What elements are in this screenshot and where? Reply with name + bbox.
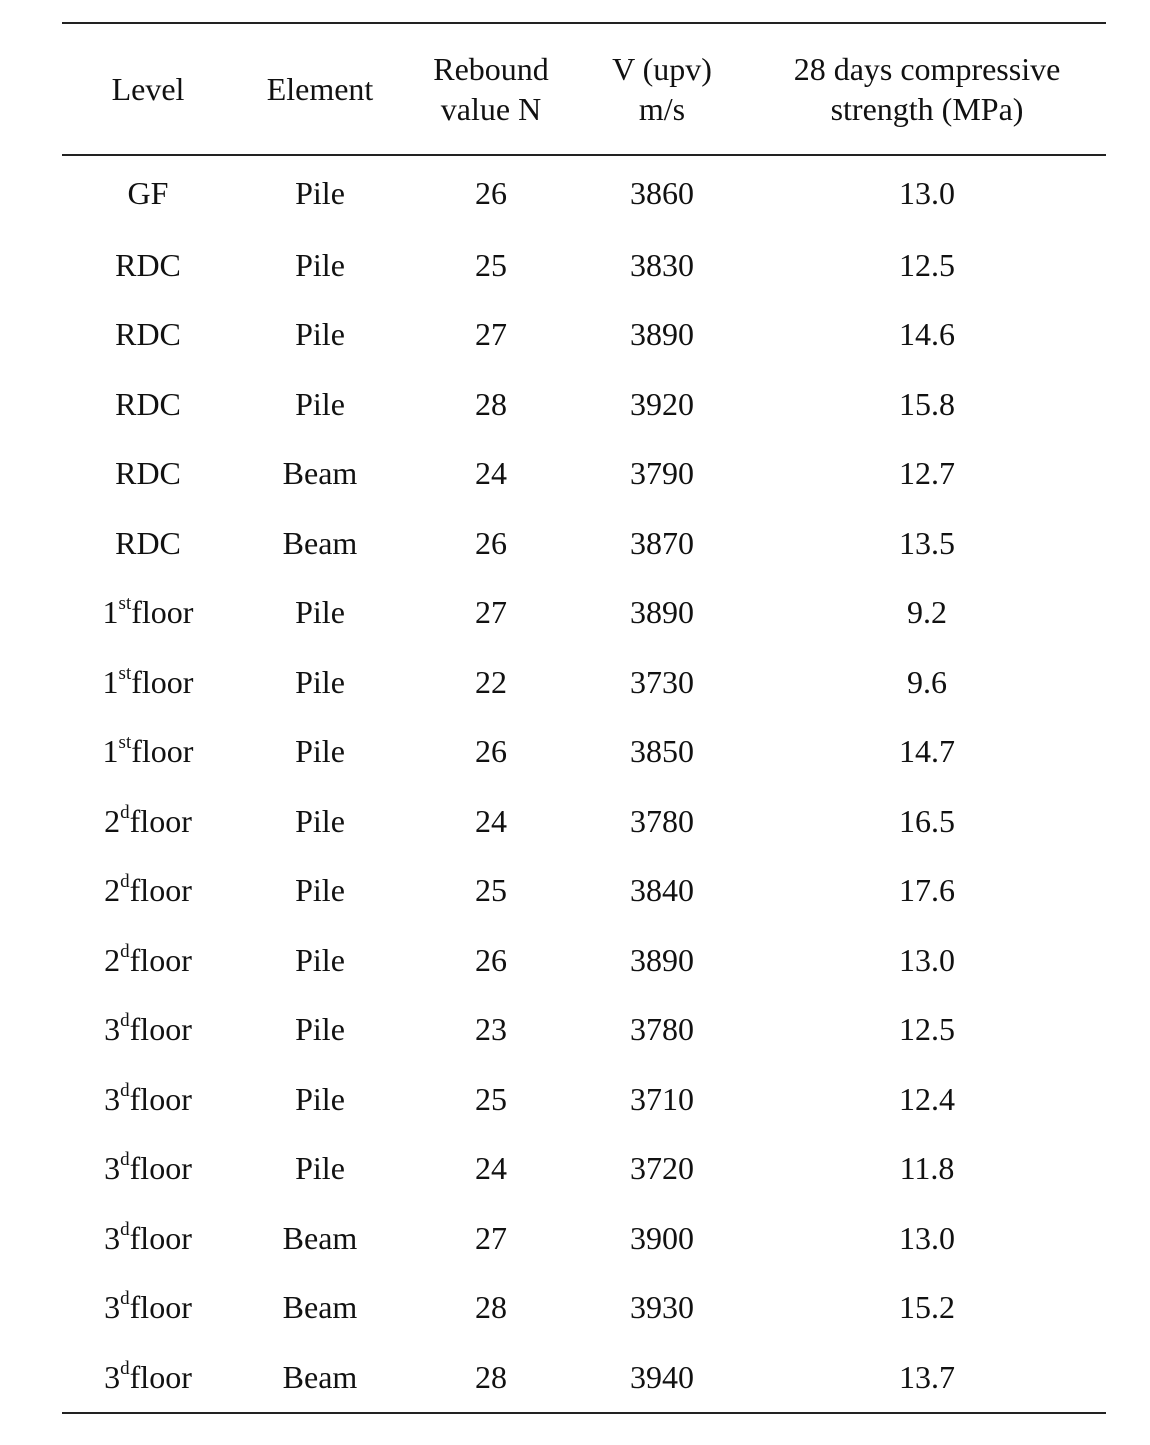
level-ordinal-suffix: st <box>118 662 132 684</box>
table-row <box>62 155 1106 230</box>
cell-level <box>62 1134 234 1204</box>
level-text: floor <box>129 941 192 978</box>
level-text: RDC <box>115 524 181 561</box>
cell-upv: 3780 <box>630 802 694 839</box>
cell-rebound-value: 22 <box>475 663 507 700</box>
cell-rebound-value: 24 <box>475 802 507 839</box>
table-row <box>62 995 1106 1065</box>
cell-level <box>62 717 234 787</box>
level-number: 2 <box>104 941 121 978</box>
level-number: 1 <box>102 733 119 770</box>
level-text: RDC <box>115 246 181 283</box>
level-number: 3 <box>104 1219 121 1256</box>
header-line: V (upv) <box>612 51 712 87</box>
table-row <box>62 508 1106 578</box>
cell-element: Pile <box>295 175 345 211</box>
cell-compressive-strength: 14.6 <box>899 316 955 353</box>
cell-rebound-value: 28 <box>475 1358 507 1395</box>
level-ordinal-suffix: d <box>120 1079 130 1101</box>
cell-element: Pile <box>295 1150 345 1187</box>
table-row <box>62 439 1106 509</box>
cell-rebound-value: 26 <box>475 175 507 211</box>
cell-compressive-strength: 11.8 <box>899 1150 955 1187</box>
table-row <box>62 856 1106 926</box>
level-number: 3 <box>104 1011 121 1048</box>
level-text: floor <box>129 802 192 839</box>
cell-level <box>62 647 234 717</box>
table-body <box>62 155 1106 1413</box>
cell-level <box>62 300 234 370</box>
cell-compressive-strength: 13.0 <box>899 941 955 978</box>
level-text: floor <box>129 1080 192 1117</box>
table-row <box>62 230 1106 300</box>
cell-level <box>62 995 234 1065</box>
table-row <box>62 1134 1106 1204</box>
header-line: strength (MPa) <box>830 91 1024 127</box>
table-row <box>62 1064 1106 1134</box>
cell-level <box>62 578 234 648</box>
cell-upv: 3900 <box>630 1219 694 1256</box>
cell-rebound-value: 26 <box>475 733 507 770</box>
header-line: 28 days compressive <box>793 51 1061 87</box>
strength-test-table <box>62 22 1106 1414</box>
level-text: RDC <box>115 455 181 492</box>
cell-rebound-value: 24 <box>475 1150 507 1187</box>
level-text: floor <box>129 872 192 909</box>
level-text: floor <box>129 1219 192 1256</box>
cell-rebound-value: 26 <box>475 941 507 978</box>
cell-level <box>62 1342 234 1413</box>
level-ordinal-suffix: st <box>118 593 132 615</box>
cell-element: Beam <box>282 1358 358 1395</box>
level-ordinal-suffix: d <box>120 1010 130 1032</box>
cell-rebound-value: 25 <box>475 1080 507 1117</box>
cell-upv: 3840 <box>630 872 694 909</box>
level-number: 1 <box>102 663 119 700</box>
table-row <box>62 369 1106 439</box>
cell-element: Pile <box>295 1080 345 1117</box>
cell-element: Pile <box>295 1011 345 1048</box>
level-ordinal-suffix: d <box>120 1288 130 1310</box>
cell-compressive-strength: 17.6 <box>899 872 955 909</box>
cell-element: Beam <box>282 1219 358 1256</box>
cell-rebound-value: 28 <box>475 385 507 422</box>
cell-element: Pile <box>295 802 345 839</box>
cell-upv: 3710 <box>630 1080 694 1117</box>
cell-element: Beam <box>282 455 358 492</box>
level-number: 3 <box>104 1080 121 1117</box>
cell-compressive-strength: 13.0 <box>899 1219 955 1256</box>
level-text: floor <box>131 594 194 631</box>
cell-element: Pile <box>295 385 345 422</box>
table-row <box>62 786 1106 856</box>
header-rebound-value <box>406 23 576 155</box>
level-ordinal-suffix: d <box>120 1357 130 1379</box>
level-text: floor <box>129 1150 192 1187</box>
cell-compressive-strength: 12.4 <box>899 1080 955 1117</box>
cell-element: Pile <box>295 663 345 700</box>
level-number: 3 <box>104 1150 121 1187</box>
cell-compressive-strength: 12.5 <box>899 1011 955 1048</box>
cell-compressive-strength: 13.5 <box>899 524 955 561</box>
table-row <box>62 578 1106 648</box>
cell-upv: 3720 <box>630 1150 694 1187</box>
cell-compressive-strength: 15.2 <box>899 1289 955 1326</box>
level-ordinal-suffix: d <box>120 1218 130 1240</box>
level-number: 3 <box>104 1289 121 1326</box>
level-text: floor <box>131 663 194 700</box>
cell-element: Pile <box>295 941 345 978</box>
cell-rebound-value: 28 <box>475 1289 507 1326</box>
table-row <box>62 300 1106 370</box>
level-text: floor <box>129 1011 192 1048</box>
cell-level <box>62 230 234 300</box>
cell-level <box>62 1064 234 1134</box>
table-row <box>62 925 1106 995</box>
header-line: value N <box>440 91 542 127</box>
cell-upv: 3830 <box>630 246 694 283</box>
cell-compressive-strength: 16.5 <box>899 802 955 839</box>
cell-rebound-value: 24 <box>475 455 507 492</box>
cell-upv: 3870 <box>630 524 694 561</box>
cell-upv: 3930 <box>630 1289 694 1326</box>
header-upv <box>576 23 748 155</box>
table-row <box>62 1273 1106 1343</box>
level-number: 3 <box>104 1358 121 1395</box>
header-line: Rebound <box>433 51 549 87</box>
level-ordinal-suffix: d <box>120 940 130 962</box>
cell-compressive-strength: 9.6 <box>907 663 947 700</box>
cell-compressive-strength: 13.0 <box>899 175 955 211</box>
level-text: floor <box>131 733 194 770</box>
cell-upv: 3850 <box>630 733 694 770</box>
cell-element: Beam <box>282 1289 358 1326</box>
cell-upv: 3940 <box>630 1358 694 1395</box>
level-text: GF <box>127 175 169 211</box>
level-ordinal-suffix: d <box>120 871 130 893</box>
header-level <box>62 23 234 155</box>
table-row <box>62 1203 1106 1273</box>
table-row <box>62 647 1106 717</box>
cell-level <box>62 155 234 230</box>
header-line: Element <box>266 71 374 107</box>
cell-upv: 3860 <box>630 175 694 211</box>
cell-compressive-strength: 12.7 <box>899 455 955 492</box>
cell-element: Pile <box>295 246 345 283</box>
level-number: 1 <box>102 594 119 631</box>
cell-rebound-value: 27 <box>475 1219 507 1256</box>
cell-level <box>62 439 234 509</box>
level-ordinal-suffix: st <box>118 732 132 754</box>
cell-upv: 3920 <box>630 385 694 422</box>
header-row <box>62 23 1106 155</box>
cell-upv: 3790 <box>630 455 694 492</box>
level-number: 2 <box>104 802 121 839</box>
cell-compressive-strength: 15.8 <box>899 385 955 422</box>
cell-element: Beam <box>282 524 358 561</box>
header-line: m/s <box>638 91 686 127</box>
cell-level <box>62 786 234 856</box>
cell-compressive-strength: 13.7 <box>899 1358 955 1395</box>
cell-rebound-value: 23 <box>475 1011 507 1048</box>
level-ordinal-suffix: d <box>120 801 130 823</box>
cell-compressive-strength: 12.5 <box>899 246 955 283</box>
cell-upv: 3890 <box>630 594 694 631</box>
cell-upv: 3890 <box>630 941 694 978</box>
cell-upv: 3730 <box>630 663 694 700</box>
level-text: floor <box>129 1358 192 1395</box>
cell-rebound-value: 25 <box>475 872 507 909</box>
cell-compressive-strength: 9.2 <box>907 594 947 631</box>
cell-rebound-value: 26 <box>475 524 507 561</box>
table-header <box>62 23 1106 155</box>
cell-compressive-strength: 14.7 <box>899 733 955 770</box>
cell-level <box>62 369 234 439</box>
cell-element: Pile <box>295 733 345 770</box>
cell-upv: 3780 <box>630 1011 694 1048</box>
level-text: RDC <box>115 385 181 422</box>
level-number: 2 <box>104 872 121 909</box>
cell-rebound-value: 25 <box>475 246 507 283</box>
table-row <box>62 717 1106 787</box>
cell-level <box>62 925 234 995</box>
level-text: RDC <box>115 316 181 353</box>
cell-level <box>62 1203 234 1273</box>
cell-element: Pile <box>295 594 345 631</box>
cell-element: Pile <box>295 316 345 353</box>
cell-level <box>62 856 234 926</box>
table-row <box>62 1342 1106 1413</box>
cell-upv: 3890 <box>630 316 694 353</box>
data-table-container <box>62 22 1106 1414</box>
cell-level <box>62 1273 234 1343</box>
level-text: floor <box>129 1289 192 1326</box>
header-line: Level <box>111 71 185 107</box>
header-element <box>234 23 406 155</box>
cell-level <box>62 508 234 578</box>
cell-element: Pile <box>295 872 345 909</box>
cell-rebound-value: 27 <box>475 316 507 353</box>
header-compressive-strength <box>748 23 1106 155</box>
cell-rebound-value: 27 <box>475 594 507 631</box>
level-ordinal-suffix: d <box>120 1149 130 1171</box>
